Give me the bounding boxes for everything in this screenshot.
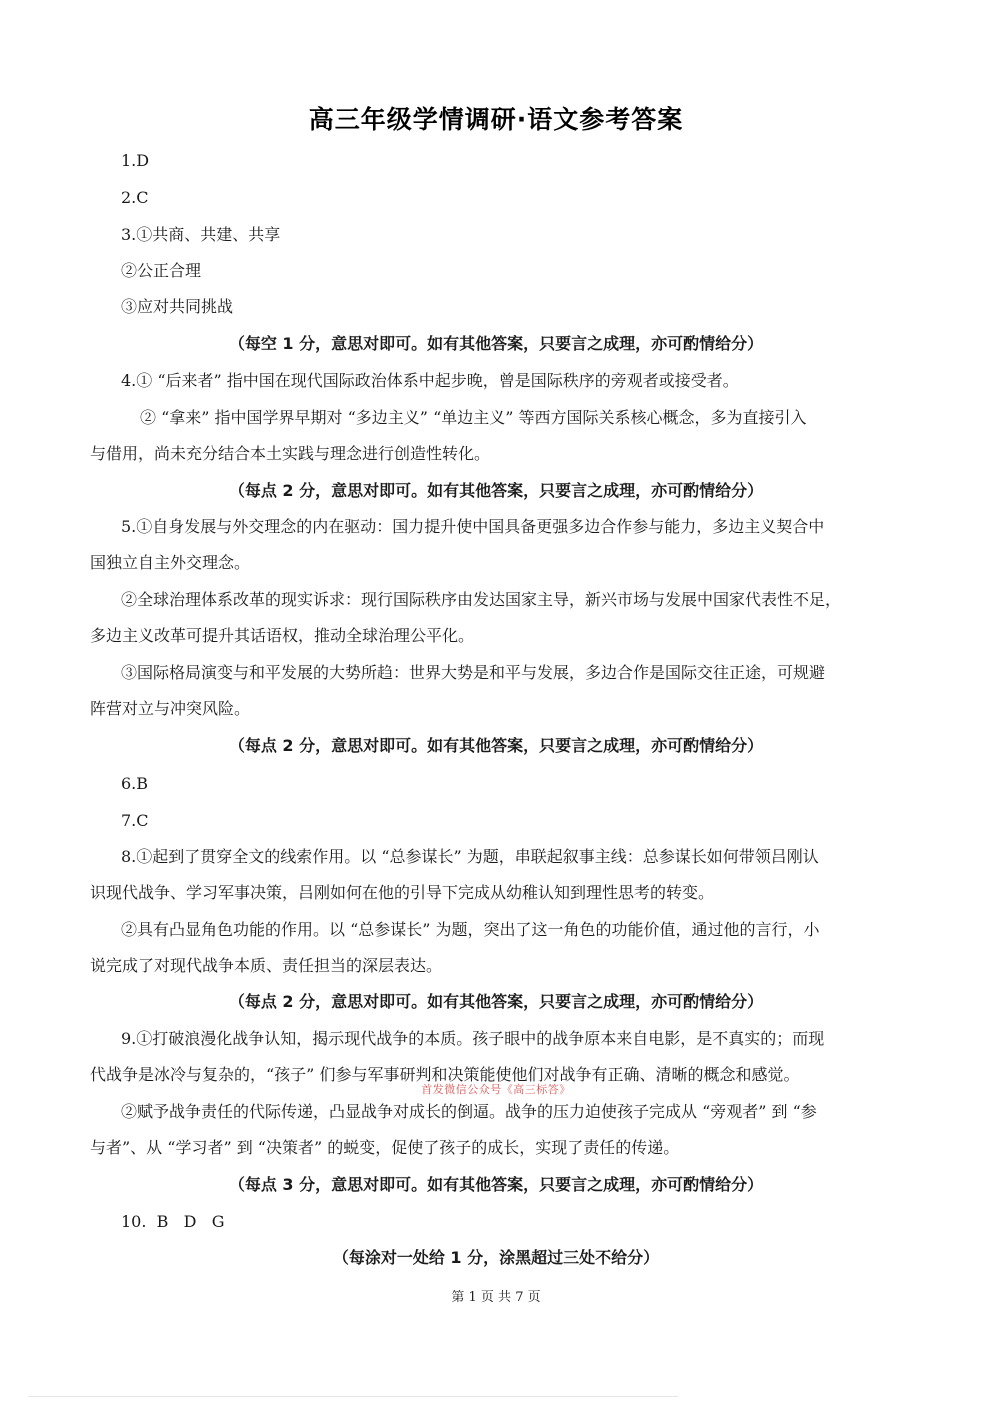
scoring-note-q4: （每点 2 分，意思对即可。如有其他答案，只要言之成理，亦可酌情给分） [228,481,764,500]
page-title: 高三年级学情调研·语文参考答案 [308,105,684,134]
answer-q2: 2.C [121,188,149,207]
answer-q8-item2-line2: 说完成了对现代战争本质、责任担当的深层表达。 [90,956,443,975]
answer-q3-item1: 3.①共商、共建、共享 [121,225,281,244]
answer-q9-item2-line1: ②赋予战争责任的代际传递，凸显战争对成长的倒逼。战争的压力迫使孩子完成从 “旁观者” 到 “参 [121,1102,817,1121]
scoring-note-q10: （每涂对一处给 1 分，涂黑超过三处不给分） [332,1248,660,1267]
answer-q5-item2-line1: ②全球治理体系改革的现实诉求：现行国际秩序由发达国家主导，新兴市场与发展中国家代表性不足， [121,590,842,609]
page-footer: 第 1 页 共 7 页 [451,1290,541,1305]
answer-q4-item2-line2: 与借用，尚未充分结合本土实践与理念进行创造性转化。 [90,444,491,463]
answer-q5-item1-line1: 5.①自身发展与外交理念的内在驱动：国力提升使中国具备更强多边合作参与能力，多边主义契合中 [121,517,825,536]
answer-q5-item3-line2: 阵营对立与冲突风险。 [90,699,251,718]
answer-q9-item2-line2: 与者”、从 “学习者” 到 “决策者” 的蜕变，促使了孩子的成长，实现了责任的传递。 [90,1138,680,1157]
answer-q10: 10. B D G [121,1212,225,1231]
scoring-note-q3: （每空 1 分，意思对即可。如有其他答案，只要言之成理，亦可酌情给分） [228,334,764,353]
answer-q5-item2-line2: 多边主义改革可提升其话语权，推动全球治理公平化。 [90,626,475,645]
answer-q9-item1-line1: 9.①打破浪漫化战争认知，揭示现代战争的本质。孩子眼中的战争原本来自电影，是不真实的；而现 [121,1029,825,1048]
answer-q5-item1-line2: 国独立自主外交理念。 [90,553,251,572]
watermark-text: 首发微信公众号《高三标答》 [421,1083,571,1096]
answer-q4-item1: 4.① “后来者” 指中国在现代国际政治体系中起步晚，曾是国际秩序的旁观者或接受者。 [121,371,739,390]
bottom-divider [28,1396,678,1397]
answer-q6: 6.B [121,774,149,793]
scoring-note-q5: （每点 2 分，意思对即可。如有其他答案，只要言之成理，亦可酌情给分） [228,736,764,755]
answer-q4-item2-line1: ② “拿来” 指中国学界早期对 “多边主义” “单边主义” 等西方国际关系核心概念，多为直接引入 [140,408,807,427]
answer-q8-item2-line1: ②具有凸显角色功能的作用。以 “总参谋长” 为题，突出了这一角色的功能价值，通过他的言行，小 [121,920,820,939]
answer-q9-item1-line2: 代战争是冰冷与复杂的，“孩子” 们参与军事研判和决策能使他们对战争有正确、清晰的概念和感觉。 [90,1065,800,1084]
answer-q8-item1-line1: 8.①起到了贯穿全文的线索作用。以 “总参谋长” 为题，串联起叙事主线：总参谋长如何带领吕刚认 [121,847,819,866]
scoring-note-q8: （每点 2 分，意思对即可。如有其他答案，只要言之成理，亦可酌情给分） [228,992,764,1011]
answer-q7: 7.C [121,811,149,830]
answer-q3-item3: ③应对共同挑战 [121,297,234,316]
answer-q1: 1.D [121,151,150,170]
answer-q3-item2: ②公正合理 [121,261,202,280]
answer-q8-item1-line2: 识现代战争、学习军事决策，吕刚如何在他的引导下完成从幼稚认知到理性思考的转变。 [90,883,715,902]
scoring-note-q9: （每点 3 分，意思对即可。如有其他答案，只要言之成理，亦可酌情给分） [228,1175,764,1194]
answer-q5-item3-line1: ③国际格局演变与和平发展的大势所趋：世界大势是和平与发展，多边合作是国际交往正途，可规避 [121,663,826,682]
